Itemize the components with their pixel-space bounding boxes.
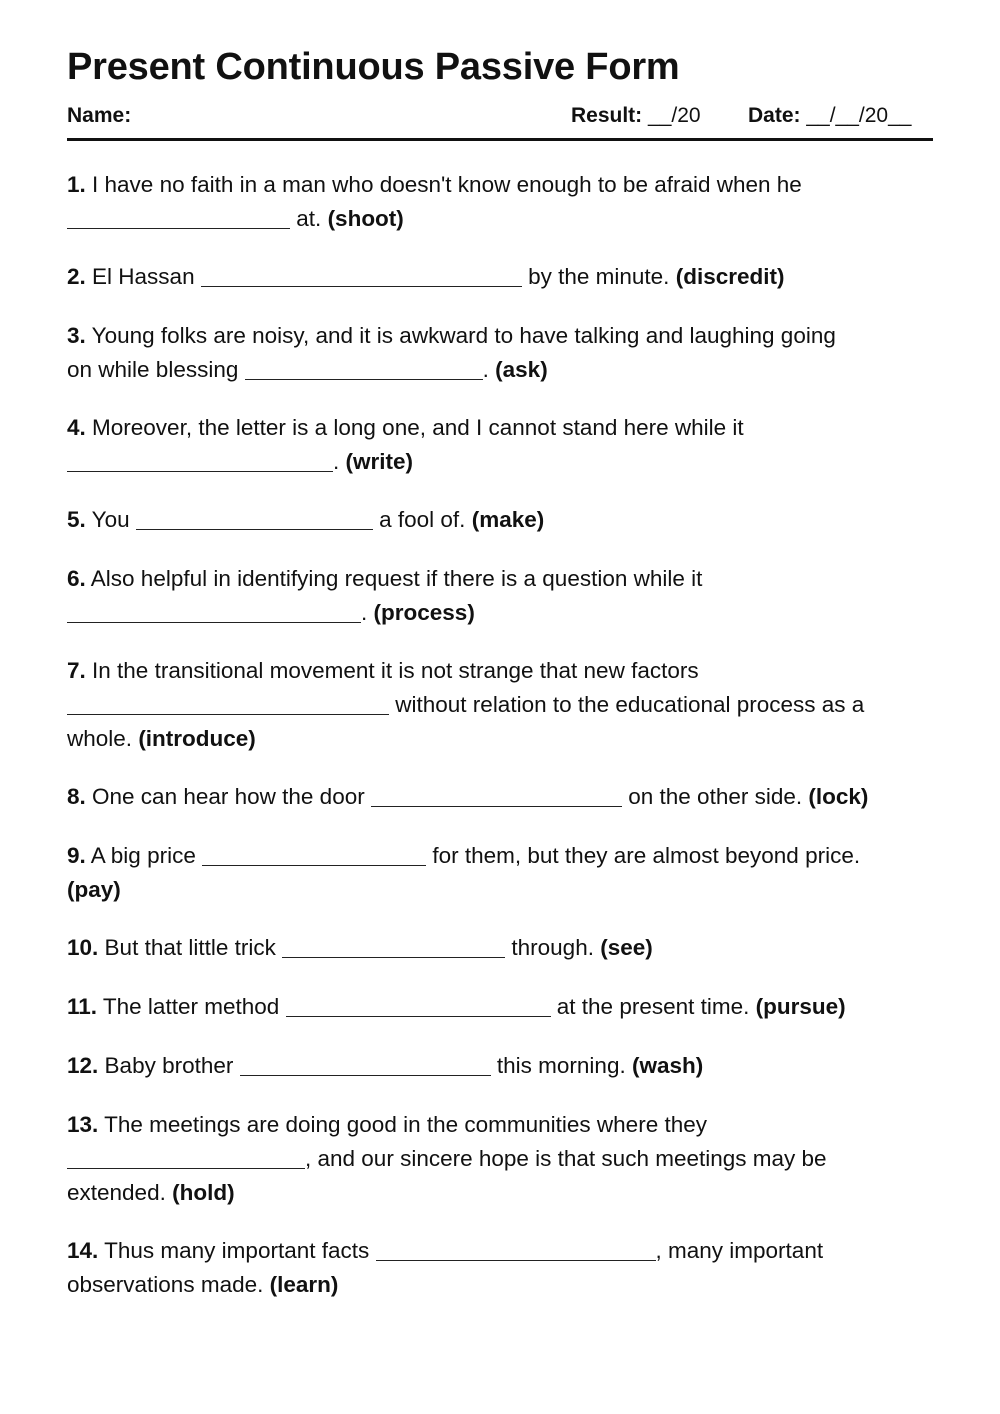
question-number: 2. xyxy=(67,264,86,289)
date-label: Date: xyxy=(748,104,801,127)
answer-blank[interactable] xyxy=(202,845,426,866)
answer-blank[interactable] xyxy=(245,359,483,380)
question-text: , and our sincere hope is that such meetings may be xyxy=(305,1146,827,1171)
question-text: at the present time. xyxy=(556,994,750,1019)
question-text: You xyxy=(91,507,130,532)
question-text: In the transitional movement it is not strange that new factors xyxy=(92,658,699,683)
result-field xyxy=(571,104,701,128)
question-text: I have no faith in a man who doesn't know enough to be afraid when he xyxy=(92,172,802,197)
answer-blank[interactable] xyxy=(376,1240,656,1261)
header-divider xyxy=(67,138,933,141)
question-text: A big price xyxy=(90,843,196,868)
question-text: whole. xyxy=(67,726,133,751)
question-3 xyxy=(67,319,937,387)
question-text: El Hassan xyxy=(92,264,195,289)
question-number: 4. xyxy=(67,415,86,440)
question-number: 13. xyxy=(67,1112,99,1137)
date-field xyxy=(748,104,911,128)
question-11 xyxy=(67,990,937,1024)
question-number: 6. xyxy=(67,566,86,591)
verb-hint: (learn) xyxy=(269,1272,339,1297)
question-8 xyxy=(67,780,937,814)
question-1 xyxy=(67,168,937,236)
verb-hint: (hold) xyxy=(172,1180,235,1205)
question-text: Also helpful in identifying request if there is a question while it xyxy=(90,566,703,591)
answer-blank[interactable] xyxy=(67,208,290,229)
question-text: on while blessing xyxy=(67,357,239,382)
question-12 xyxy=(67,1049,937,1083)
worksheet-title: Present Continuous Passive Form xyxy=(67,46,680,88)
verb-hint: (shoot) xyxy=(327,206,404,231)
question-4 xyxy=(67,411,937,479)
question-number: 1. xyxy=(67,172,86,197)
question-text: observations made. xyxy=(67,1272,264,1297)
answer-blank[interactable] xyxy=(371,786,622,807)
question-text: Young folks are noisy, and it is awkward to have talking and laughing going xyxy=(91,323,836,348)
verb-hint: (process) xyxy=(373,600,475,625)
question-9 xyxy=(67,839,937,907)
question-number: 8. xyxy=(67,784,86,809)
question-number: 12. xyxy=(67,1053,99,1078)
date-value: __/__/20__ xyxy=(806,104,912,127)
question-6 xyxy=(67,562,937,630)
question-text: Baby brother xyxy=(104,1053,234,1078)
verb-hint: (introduce) xyxy=(138,726,256,751)
verb-hint: (pursue) xyxy=(755,994,846,1019)
verb-hint: (write) xyxy=(345,449,414,474)
verb-hint: (make) xyxy=(471,507,545,532)
answer-blank[interactable] xyxy=(67,451,333,472)
question-number: 14. xyxy=(67,1238,99,1263)
question-number: 7. xyxy=(67,658,86,683)
question-text: . xyxy=(482,357,489,382)
answer-blank[interactable] xyxy=(240,1055,491,1076)
question-text: extended. xyxy=(67,1180,166,1205)
question-2 xyxy=(67,260,937,294)
verb-hint: (ask) xyxy=(495,357,548,382)
question-text: on the other side. xyxy=(628,784,803,809)
question-14 xyxy=(67,1234,937,1302)
question-10 xyxy=(67,931,937,965)
question-text: The latter method xyxy=(102,994,280,1019)
question-text: . xyxy=(333,449,340,474)
question-text: a fool of. xyxy=(379,507,466,532)
question-text: . xyxy=(361,600,368,625)
question-text: without relation to the educational process as a xyxy=(395,692,865,717)
question-text: through. xyxy=(511,935,594,960)
question-number: 3. xyxy=(67,323,86,348)
verb-hint: (wash) xyxy=(631,1053,704,1078)
question-text: by the minute. xyxy=(528,264,670,289)
answer-blank[interactable] xyxy=(136,509,373,530)
answer-blank[interactable] xyxy=(201,266,522,287)
question-5 xyxy=(67,503,937,537)
question-text: Thus many important facts xyxy=(104,1238,370,1263)
question-text: for them, but they are almost beyond price. xyxy=(432,843,861,868)
verb-hint: (discredit) xyxy=(675,264,785,289)
question-number: 11. xyxy=(67,994,98,1019)
question-text: , many important xyxy=(655,1238,824,1263)
verb-hint: (lock) xyxy=(808,784,869,809)
question-13 xyxy=(67,1108,937,1210)
verb-hint: (pay) xyxy=(67,877,121,902)
result-label: Result: xyxy=(571,104,643,127)
question-text: this morning. xyxy=(496,1053,626,1078)
answer-blank[interactable] xyxy=(67,694,389,715)
question-text: Moreover, the letter is a long one, and I cannot stand here while it xyxy=(92,415,744,440)
result-value: __/20 xyxy=(648,104,701,127)
name-label: Name: xyxy=(67,104,132,127)
question-text: But that little trick xyxy=(104,935,276,960)
question-7 xyxy=(67,654,937,756)
answer-blank[interactable] xyxy=(282,937,505,958)
answer-blank[interactable] xyxy=(67,1148,305,1169)
answer-blank[interactable] xyxy=(286,996,551,1017)
question-number: 10. xyxy=(67,935,99,960)
answer-blank[interactable] xyxy=(67,602,361,623)
question-number: 5. xyxy=(67,507,86,532)
verb-hint: (see) xyxy=(600,935,653,960)
question-number: 9. xyxy=(67,843,86,868)
question-text: at. xyxy=(296,206,322,231)
question-text: The meetings are doing good in the communities where they xyxy=(104,1112,707,1137)
question-text: One can hear how the door xyxy=(92,784,365,809)
